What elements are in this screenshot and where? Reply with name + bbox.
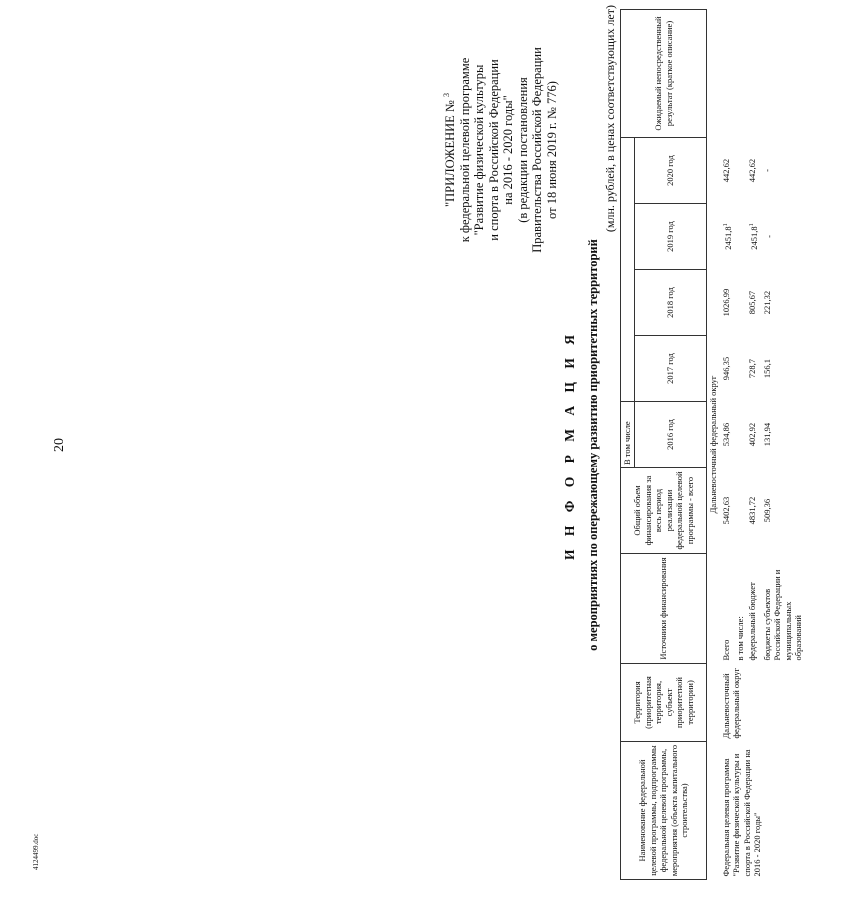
document-subtitle: о мероприятиях по опережающему развитию приоритетных территорий: [586, 239, 600, 651]
source-cell: Всего: [720, 639, 731, 661]
y2019-cell: [761, 204, 805, 270]
appendix-line-7: Правительства Российской Федерации: [530, 47, 545, 253]
y2020-cell: [734, 138, 747, 204]
total-cell: 5402,63: [720, 496, 731, 525]
header-territory: Территория (приоритетная территория, субъект приоритетной территории): [621, 664, 707, 742]
y2018-cell: 221,32: [761, 290, 772, 315]
header-name: Наименование федеральной целевой программы, подпрограммы федеральной целевой программы, мероприятия (объекта капитального строительства): [621, 742, 707, 880]
y2020-cell: 442,62: [720, 158, 731, 183]
y2016-cell: 131,94: [761, 422, 772, 447]
territory-cell: Дальневосточный федеральный округ: [720, 667, 741, 739]
y2017-cell: 156,1: [761, 358, 772, 379]
page-number: 20: [52, 438, 67, 452]
total-cell: [734, 468, 747, 554]
header-result: Ожидаемый непосредственный результат (краткое описание): [621, 10, 707, 138]
appendix-line-8: от 18 июня 2019 г. № 776): [544, 81, 559, 219]
region-heading: Дальневосточный федеральный округ: [708, 375, 718, 514]
document-footer: 4124499.doc: [32, 833, 40, 870]
document-title: И Н Ф О Р М А Ц И Я: [562, 330, 577, 560]
table-row: [720, 10, 734, 880]
y2016-cell: [734, 402, 747, 468]
header-2018: 2018 год: [635, 270, 707, 336]
program-name-cell: Федеральная целевая программа "Развитие физической культуры и спорта в Российской Федерации на 2016 - 2020 годы": [720, 749, 762, 877]
header-total: Общий объем финансирования за весь период реализации федеральной целевой программы - всего: [621, 468, 707, 554]
source-cell: федеральный бюджет: [747, 582, 758, 661]
y2019-value: 2451,8: [749, 226, 760, 250]
rotated-document: [440, 0, 860, 890]
y2018-cell: 1026,99: [720, 288, 731, 317]
header-2020: 2020 год: [635, 138, 707, 204]
y2017-cell: [734, 336, 747, 402]
y2020-cell: -: [761, 169, 772, 172]
footnote-mark: 1: [749, 223, 756, 227]
financing-table: [620, 9, 805, 880]
y2018-cell: [734, 270, 747, 336]
y2018-cell: 805,67: [747, 290, 758, 315]
y2017-cell: 946,35: [720, 356, 731, 381]
appendix-block: [440, 10, 559, 290]
appendix-line-4: и спорта в Российской Федерации: [486, 59, 501, 241]
appendix-line-6: (в редакции постановления: [515, 77, 530, 223]
y2016-cell: 534,86: [720, 422, 731, 447]
heading-block: [560, 0, 602, 890]
total-cell: 4831,72: [747, 496, 758, 525]
y2016-cell: 402,92: [747, 422, 758, 447]
appendix-line-3: "Развитие физической культуры: [472, 64, 487, 236]
footnote-mark: 1: [722, 223, 729, 227]
header-sources: Источники финансирования: [621, 554, 707, 664]
appendix-sup: 3: [442, 93, 451, 97]
units-note: (млн. рублей, в ценах соответствующих лет): [603, 5, 617, 233]
y2019-value: 2451,8: [722, 226, 733, 250]
total-cell: 509,36: [761, 498, 772, 523]
y2019-value: -: [763, 235, 774, 238]
appendix-line-1: "ПРИЛОЖЕНИЕ № $^3$: [442, 93, 458, 208]
y2017-cell: 728,7: [747, 358, 758, 379]
header-including-span: [621, 138, 635, 402]
y2019-cell: [720, 204, 734, 270]
appendix-line-2: к федеральной целевой программе: [457, 57, 472, 243]
header-2019: 2019 год: [635, 204, 707, 270]
result-cell: [720, 10, 805, 138]
header-2016: 2016 год: [635, 402, 707, 468]
y2019-cell: [746, 204, 760, 270]
y2019-cell: [734, 204, 747, 270]
source-cell: в том числе:: [734, 616, 745, 661]
header-2017: 2017 год: [635, 336, 707, 402]
source-cell: бюджеты субъектов Российской Федерации и муниципальных образований: [761, 569, 804, 661]
header-including: В том числе: [621, 402, 635, 468]
y2020-cell: 442,62: [747, 158, 758, 183]
appendix-line-5: на 2016 - 2020 годы": [501, 95, 516, 205]
